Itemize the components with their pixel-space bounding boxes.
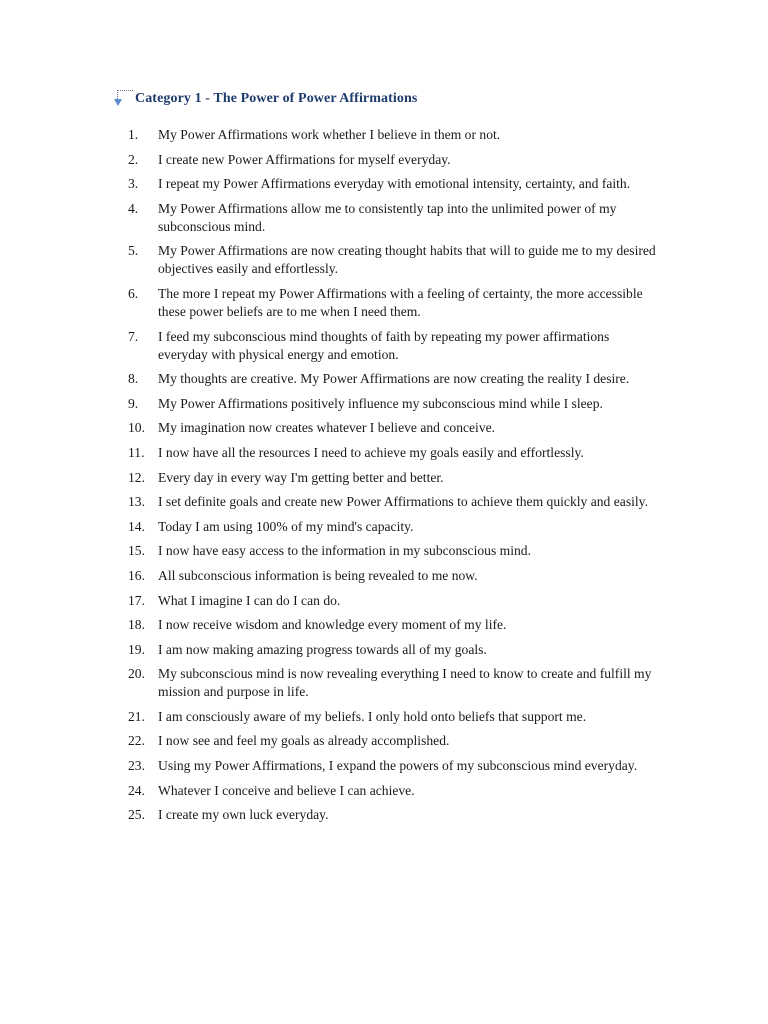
list-item-number: 1. (128, 127, 139, 142)
list-item (128, 126, 658, 144)
list-item-text: I now have easy access to the information in my subconscious mind. (158, 543, 531, 559)
list-item (128, 665, 658, 701)
affirmation-list (128, 126, 658, 831)
list-item (128, 419, 658, 437)
list-item (128, 328, 658, 364)
list-item-number: 9. (128, 395, 139, 411)
list-item (128, 395, 658, 413)
list-item-text: What I imagine I can do I can do. (158, 592, 341, 608)
list-item-text: I am consciously aware of my beliefs. I only hold onto beliefs that support me. (158, 708, 587, 724)
list-item-text: I am now making amazing progress towards all of my goals. (158, 641, 487, 657)
list-item-number: 15. (128, 543, 145, 559)
list-item (128, 641, 658, 659)
list-item (128, 592, 658, 610)
list-item-number: 14. (128, 518, 145, 534)
list-item-text: Using my Power Affirmations, I expand the powers of my subconscious mind everyday. (158, 758, 638, 774)
list-item (128, 518, 658, 536)
list-item-text: I create my own luck everyday. (158, 807, 329, 823)
list-item (128, 542, 658, 560)
list-item (128, 567, 658, 585)
list-item-text: All subconscious information is being revealed to me now. (158, 567, 478, 583)
list-item-number: 18. (128, 617, 145, 633)
list-item (128, 175, 658, 193)
list-item (128, 242, 658, 278)
list-item-number: 13. (128, 494, 145, 510)
list-item-number: 5. (128, 243, 139, 259)
list-item-text: My Power Affirmations allow me to consistently tap into the unlimited power of my subconscious mind. (158, 200, 617, 234)
list-item-text: I feed my subconscious mind thoughts of faith by repeating my power affirmations everyday with physical energy and emotion. (158, 328, 610, 362)
list-item (128, 493, 658, 511)
list-item-number: 7. (128, 328, 139, 344)
list-item-text: The more I repeat my Power Affirmations with a feeling of certainty, the more accessible these power beliefs are to me when I need them. (158, 285, 643, 319)
list-item-text: I repeat my Power Affirmations everyday with emotional intensity, certainty, and faith. (158, 176, 631, 192)
list-item-number: 6. (128, 285, 139, 301)
list-item (128, 370, 658, 388)
collapse-arrow-icon[interactable] (110, 86, 132, 112)
list-item-number: 4. (128, 200, 139, 216)
list-item-number: 22. (128, 733, 145, 749)
heading-text: Category 1 - The Power of Power Affirmations (135, 91, 418, 106)
list-item (128, 285, 658, 321)
list-item (128, 469, 658, 487)
list-item (128, 732, 658, 750)
list-item-number: 19. (128, 641, 145, 657)
list-item (128, 151, 658, 169)
list-item (128, 708, 658, 726)
list-item-text: Today I am using 100% of my mind's capacity. (158, 518, 414, 534)
list-item-text: Every day in every way I'm getting better and better. (158, 469, 444, 485)
list-item (128, 806, 658, 824)
list-item-text: I now see and feel my goals as already accomplished. (158, 733, 450, 749)
list-item-text: I now have all the resources I need to achieve my goals easily and effortlessly. (158, 444, 584, 460)
list-item-number: 16. (128, 567, 145, 583)
list-item-number: 23. (128, 758, 145, 774)
list-item-number: 2. (128, 151, 139, 167)
list-item-number: 11. (128, 444, 145, 460)
list-item-number: 17. (128, 592, 145, 608)
list-item-text: Whatever I conceive and believe I can achieve. (158, 782, 415, 798)
list-item-number: 20. (128, 666, 145, 682)
list-item (128, 757, 658, 775)
list-item-text: My imagination now creates whatever I believe and conceive. (158, 420, 496, 436)
list-item-text: My Power Affirmations are now creating thought habits that will to guide me to my desired objectives easily and effortlessly. (158, 243, 656, 277)
list-item-number: 12. (128, 469, 145, 485)
list-item-text: My Power Affirmations work whether I believe in them or not. (158, 127, 501, 142)
list-item-text: I now receive wisdom and knowledge every moment of my life. (158, 617, 507, 633)
category-heading (110, 86, 417, 112)
list-item-number: 3. (128, 176, 139, 192)
list-item-text: I create new Power Affirmations for myself everyday. (158, 151, 451, 167)
list-item-number: 24. (128, 782, 145, 798)
list-item (128, 616, 658, 634)
list-item (128, 782, 658, 800)
list-item-text: My thoughts are creative. My Power Affirmations are now creating the reality I desire. (158, 371, 630, 387)
list-item-text: My subconscious mind is now revealing everything I need to know to create and fulfill my mission and purpose in life. (158, 666, 652, 700)
list-item (128, 444, 658, 462)
list-item-number: 8. (128, 371, 139, 387)
list-item-text: I set definite goals and create new Power Affirmations to achieve them quickly and easily. (158, 494, 648, 510)
list-item-number: 10. (128, 420, 145, 436)
list-item-text: My Power Affirmations positively influence my subconscious mind while I sleep. (158, 395, 603, 411)
list-item-number: 25. (128, 807, 145, 823)
list-item-number: 21. (128, 708, 145, 724)
list-item (128, 200, 658, 236)
